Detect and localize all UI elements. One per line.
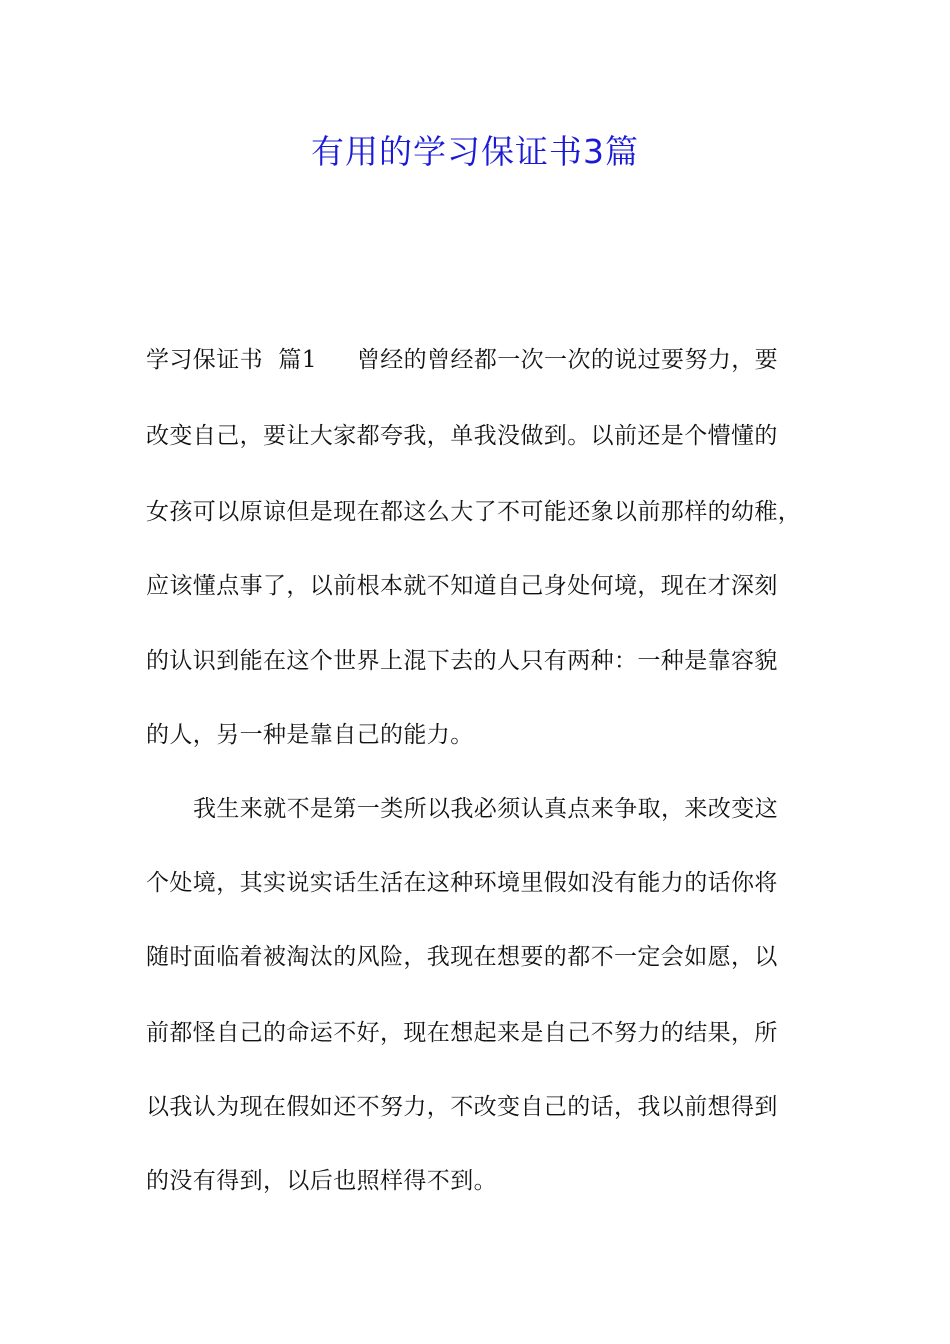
paragraph2-line-6: 的没有得到，以后也照样得不到。 [146,1168,497,1194]
paragraph1-line-3: 女孩可以原谅但是现在都这么大了不可能还象以前那样的幼稚， [146,499,802,525]
paragraph2-line-5: 以我认为现在假如还不努力，不改变自己的话，我以前想得到 [146,1094,778,1120]
paragraph1-first-line-text: 曾经的曾经都一次一次的说过要努力，要 [356,347,779,373]
paragraph2-line-4: 前都怪自己的命运不好，现在想起来是自己不努力的结果，所 [146,1020,778,1046]
section-heading: 学习保证书 篇1 [146,347,317,373]
paragraph1-line-2: 改变自己，要让大家都夸我，单我没做到。以前还是个懵懂的 [146,423,778,449]
paragraph2-line-2: 个处境，其实说实话生活在这种环境里假如没有能力的话你将 [146,870,778,896]
paragraph2-line-3: 随时面临着被淘汰的风险，我现在想要的都不一定会如愿，以 [146,944,778,970]
document-title: 有用的学习保证书3篇 [311,132,639,171]
paragraph1-line-5: 的认识到能在这个世界上混下去的人只有两种：一种是靠容貌 [146,648,778,674]
paragraph1-line-6: 的人，另一种是靠自己的能力。 [146,722,474,748]
paragraph1-line-4: 应该懂点事了，以前根本就不知道自己身处何境，现在才深刻 [146,573,778,599]
paragraph2-line-1: 我生来就不是第一类所以我必须认真点来争取，来改变这 [193,796,778,822]
paragraph1-line-1 [146,344,778,376]
